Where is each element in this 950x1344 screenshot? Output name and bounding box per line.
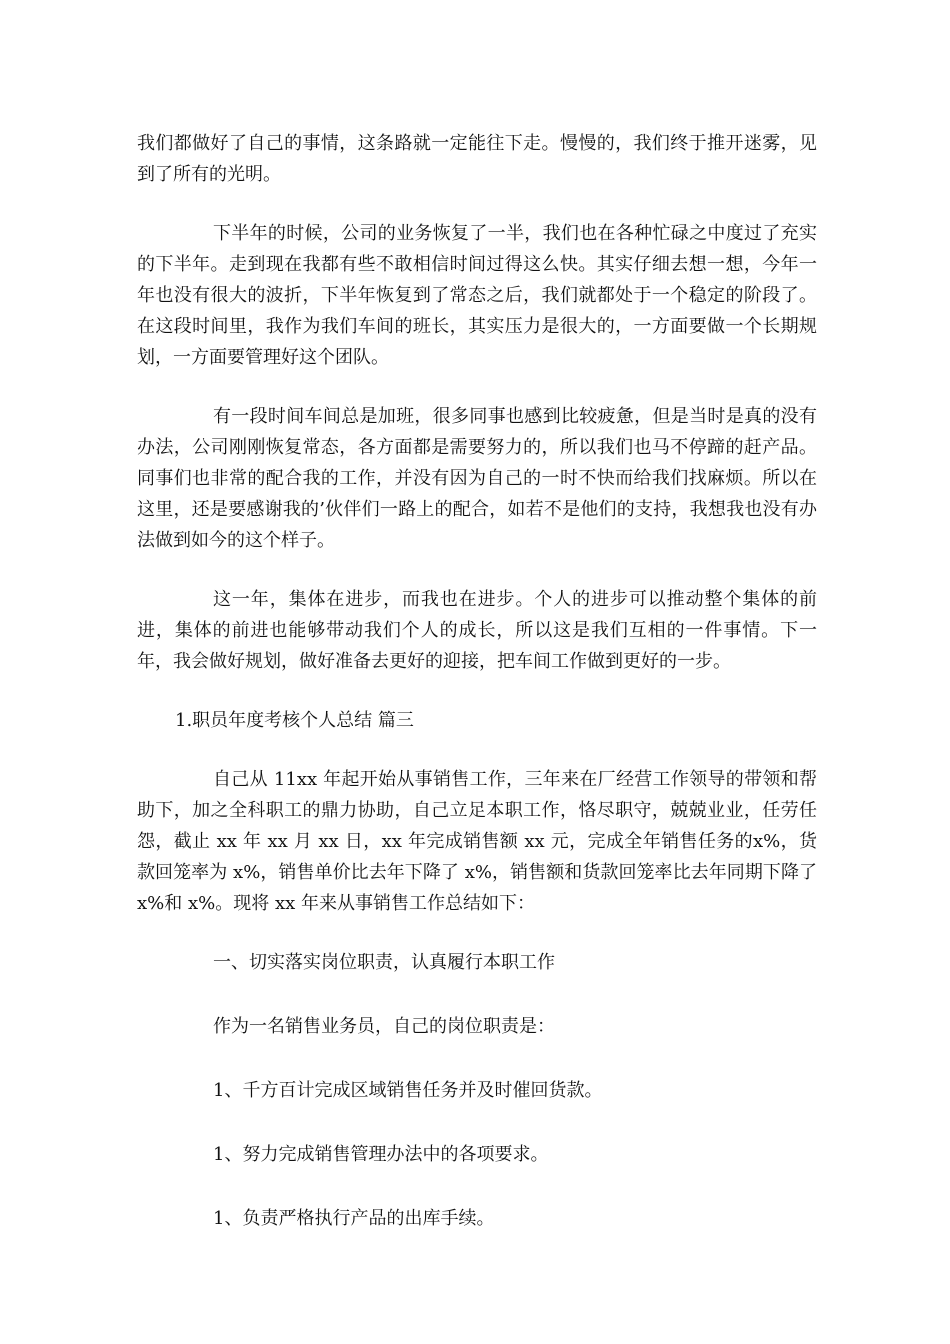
list-item-duty-2: 1、努力完成销售管理办法中的各项要求。 [213,1144,549,1165]
paragraph-progress: 这一年，集体在进步，而我也在进步。个人的进步可以推动整个集体的前进，集体的前进也能够带动我们个人的成长，所以这是我们互相的一件事情。下一年，我会做好规划，做好准备去更好的迎接，把车间工作做到更好的一步。 [137,589,817,672]
section-heading: 1.职员年度考核个人总结 篇三 [175,710,414,731]
paragraph-sales-summary: 自己从 11xx 年起开始从事销售工作，三年来在厂经营工作领导的带领和帮助下，加之全科职工的鼎力协助，自己立足本职工作，恪尽职守，兢兢业业，任劳任怨，截止 xx 年 xx 月 xx 日，xx 年完成销售额 xx 元，完成全年销售任务的x%，货款回笼率为 x%，销售单价比去年下降了 x%，销售额和货款回笼率比去年同期下降了 x%和 x%。现将 xx 年来从事销售工作总结如下： [137,769,817,914]
list-item-duty-3: 1、负责严格执行产品的出库手续。 [213,1208,495,1229]
list-item-duty-1: 1、千方百计完成区域销售任务并及时催回货款。 [213,1080,603,1101]
document-body [137,128,817,1234]
paragraph-second-half-year: 下半年的时候，公司的业务恢复了一半，我们也在各种忙碌之中度过了充实的下半年。走到现在我都有些不敢相信时间过得这么快。其实仔细去想一想，今年一年也没有很大的波折，下半年恢复到了常态之后，我们就都处于一个稳定的阶段了。在这段时间里，我作为我们车间的班长，其实压力是很大的，一方面要做一个长期规划，一方面要管理好这个团队。 [137,223,817,368]
paragraph-duties-intro: 作为一名销售业务员，自己的岗位职责是： [213,1016,555,1037]
paragraph-overtime: 有一段时间车间总是加班，很多同事也感到比较疲惫，但是当时是真的没有办法，公司刚刚恢复常态，各方面都是需要努力的，所以我们也马不停蹄的赶产品。同事们也非常的配合我的工作，并没有因为自己的一时不快而给我们找麻烦。所以在这里，还是要感谢我的’伙伴们一路上的配合，如若不是他们的支持，我想我也没有办法做到如今的这个样子。 [137,406,817,551]
paragraph-continuation: 我们都做好了自己的事情，这条路就一定能往下走。慢慢的，我们终于推开迷雾，见到了所有的光明。 [137,133,817,185]
subsection-heading: 一、切实落实岗位职责，认真履行本职工作 [213,952,555,973]
